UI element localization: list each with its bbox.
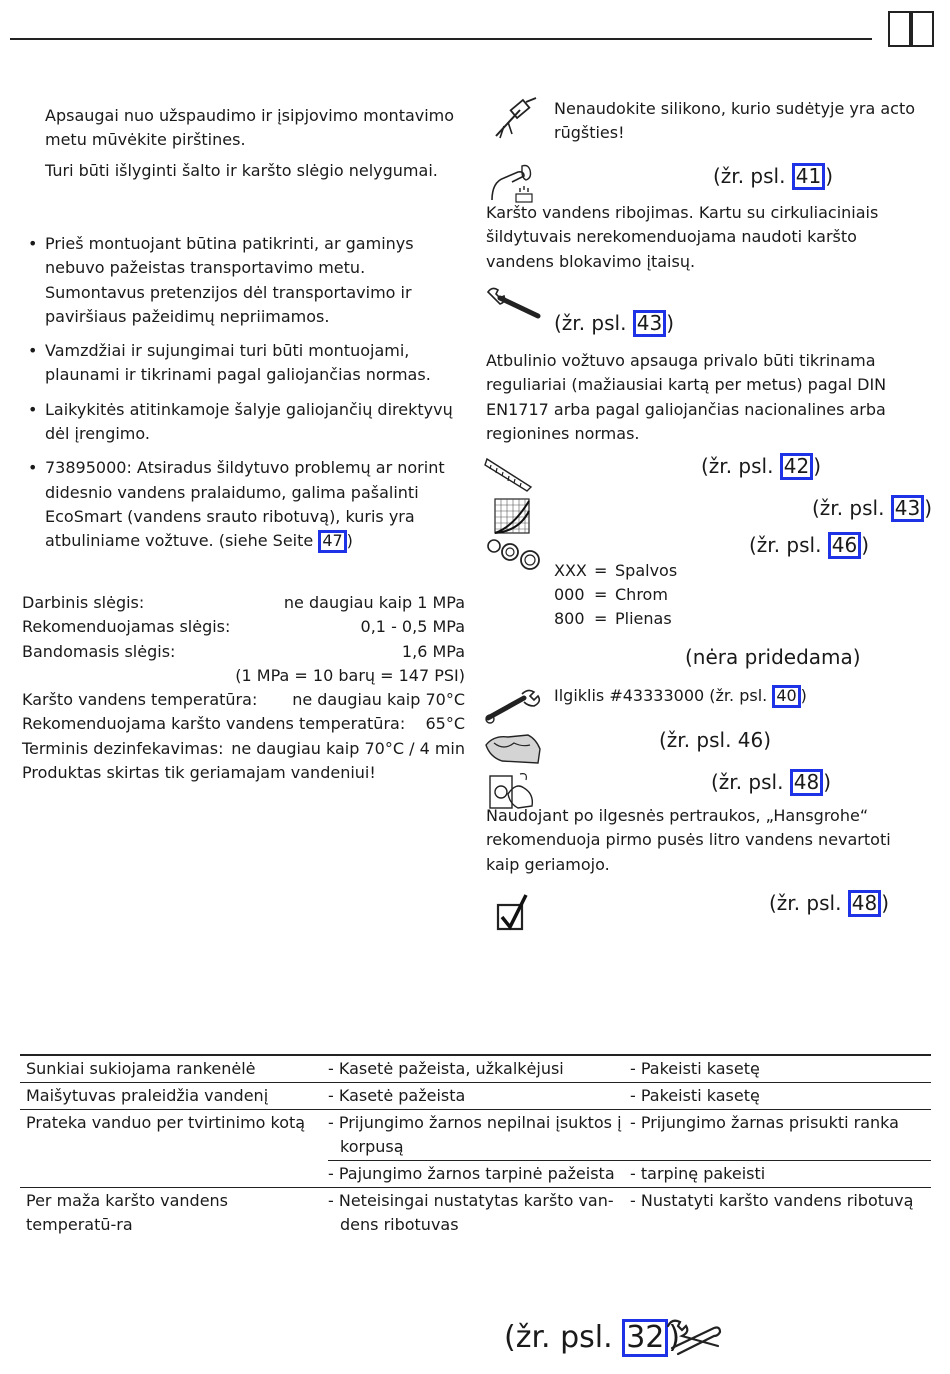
page-ref-link[interactable]: 42 [780,453,813,480]
table-row [20,1110,931,1161]
color-finishes-icon [486,536,542,576]
color-name: Plienas [615,609,672,628]
page-ref [711,769,831,796]
color-code-row [554,559,677,583]
spec-value: ne daugiau kaip 1 MPa [283,593,465,612]
fix-cell: - Pakeisti kasetę [630,1059,760,1078]
spec-note: Produktas skirtas tik geriamajam vandeniui! [22,763,376,783]
technical-data [22,591,465,785]
spec-row [22,615,465,639]
page-ref-link[interactable]: 47 [318,530,346,553]
problem-cell: Sunkiai sukiojama rankenėlė [26,1059,256,1078]
page-ref-link[interactable]: 41 [792,163,825,190]
silicone-note: Nenaudokite silikono, kurio sudėtyje yra acto rūgšties! [554,99,916,143]
spec-label: Karšto vandens temperatūra: [22,690,258,710]
page-ref-link[interactable]: 43 [633,310,666,337]
table-row [20,1188,931,1239]
wrench-icon [484,286,542,324]
fix-cell: - Pakeisti kasetę [630,1086,760,1105]
color-codes [554,559,677,631]
color-code: 000 [554,585,585,604]
color-eq: = [594,609,608,628]
color-code: XXX [554,561,587,580]
color-eq: = [594,585,608,604]
ref-prefix: (žr. psl. [711,770,790,794]
ref-suffix: ) [800,686,807,705]
ref-prefix: (žr. psl. [769,891,848,915]
ref-suffix: ) [823,770,832,794]
spec-value: ne daugiau kaip 70°C / 4 min [231,738,465,758]
ref-suffix: ) [861,533,870,557]
flow-diagram-icon [493,497,533,539]
page-ref [812,495,932,522]
ref-prefix: (žr. psl. [554,311,633,335]
ref-suffix: ) [668,1320,681,1355]
table-row [20,1056,931,1083]
ref-prefix: (žr. psl. [749,533,828,557]
ecosmart-note: 73895000: Atsiradus šildytuvo problemų ar norint didesnio vandens pralaidumo, galima pašalinti EcoSmart (vandens srauto ribotuvą), kuris yra atbuliniame vožtuve. (siehe Seite [45,458,445,551]
extension-wrench-icon [484,686,544,730]
pressure-balance-note: Turi būti išlyginti šalto ir karšto slėgio nelygumai. [45,161,438,180]
page-ref [769,890,889,917]
page-ref-link[interactable]: 40 [772,685,800,708]
problem-cell: Prateka vanduo per tvirtinimo kotą [20,1110,328,1188]
spec-row [22,640,465,664]
spec-value: 65°C [425,714,465,734]
list-item [23,456,468,553]
ref-suffix: ) [825,164,834,188]
spec-label: Bandomasis slėgis: [22,641,176,661]
spec-value: 0,1 - 0,5 MPa [360,617,465,637]
problem-cell: Per maža karšto vandens temperatū-ra [26,1191,229,1234]
color-code-row [554,607,677,631]
cause-cell: - Pajungimo žarnos tarpinė pažeista [328,1164,615,1183]
troubleshooting-table [20,1054,931,1238]
not-included-note: (nėra pridedama) [685,645,861,669]
spec-row [22,737,465,761]
spec-row [22,761,465,785]
footer-page-ref [504,1316,680,1360]
spec-value: 1,6 MPa [401,641,465,661]
spec-label: Darbinis slėgis: [22,593,145,612]
page-ref-link[interactable]: 48 [848,890,881,917]
list-item: • Laikykitės atitinkamoje šalyje galiojančių direktyvų dėl įrengimo. [23,398,468,447]
table-row [20,1083,931,1110]
backflow-check-text: Atbulinio vožtuvo apsauga privalo būti tikrinama reguliariai (mažiausiai kartą per metus) pagal DIN EN1717 arba pagal galiojančias nacionalines arba regionines normas. [486,351,887,443]
silicone-gun-icon [490,98,540,144]
checkbox-icon [496,893,530,937]
page-ref [713,163,833,190]
extension-note [554,684,807,708]
book-icon [887,10,935,54]
ref-prefix: (žr. psl. [504,1320,623,1355]
spec-value: ne daugiau kaip 70°C [292,690,465,710]
ref-suffix: ) [813,454,822,478]
hot-water-limit-text: Karšto vandens ribojimas. Kartu su cirkuliaciniais šildytuvais nerekomenduojama naudoti karšto vandens blokavimo įtaisų. [486,203,879,271]
ruler-icon [485,457,533,497]
fix-cell: - Prijungimo žarnas prisukti ranka [630,1110,931,1161]
color-name: Chrom [615,585,668,604]
header-rule [10,38,872,40]
page-ref-link[interactable]: 48 [790,769,823,796]
list-item: • Prieš montuojant būtina patikrinti, ar gaminys nebuvo pažeistas transportavimo metu. Sumontavus pretenzijos dėl transportavimo ir paviršiaus pažeidimų nepriimamos. [23,232,468,329]
ref-prefix: (žr. psl. [713,164,792,188]
page-ref [554,310,674,337]
color-name: Spalvos [615,561,678,580]
ref-close: ) [346,531,353,551]
spec-row [22,688,465,712]
spec-row [22,664,465,688]
page-ref [749,532,869,559]
spec-row [22,712,465,736]
ref-suffix: ) [881,891,890,915]
extension-text: Ilgiklis #43333000 (žr. psl. [554,686,773,705]
fix-cell: - Nustatyti karšto vandens ribotuvą [630,1191,914,1210]
cause-cell: - Kasetė pažeista, užkalkėjusi [328,1059,564,1078]
spec-label: Terminis dezinfekavimas: [22,738,224,758]
spec-conversion: (1 MPa = 10 barų = 147 PSI) [235,665,465,685]
spec-row [22,591,465,615]
color-code: 800 [554,609,585,628]
page-ref-46: (žr. psl. 46) [659,728,772,752]
cause-cell: - Kasetė pažeista [328,1086,466,1105]
safety-gloves-note: Apsaugai nuo užspaudimo ir įsipjovimo montavimo metu mūvėkite pirštines. [45,106,455,150]
page-ref [701,453,821,480]
cause-cell: - Prijungimo žarnos nepilnai įsuktos į korpusą [328,1110,630,1161]
color-eq: = [594,561,608,580]
ref-suffix: ) [924,496,933,520]
ref-suffix: ) [666,311,675,335]
fix-cell: - tarpinę pakeisti [630,1164,766,1183]
spec-label: Rekomenduojama karšto vandens temperatūra: [22,714,406,734]
color-code-row [554,583,677,607]
ref-prefix: (žr. psl. [812,496,891,520]
cause-cell: - Neteisingai nustatytas karšto van-dens ribotuvas [328,1191,614,1234]
spec-label: Rekomenduojamas slėgis: [22,617,231,637]
first-use-note: Naudojant po ilgesnės pertraukos, „Hansgrohe“ rekomenduoja pirmo pusės litro vandens nevartoti kaip geriamojo. [486,806,891,874]
installation-notes [23,232,468,564]
cleaning-cloth-icon [484,727,544,771]
page-ref-link[interactable]: 46 [828,532,861,559]
problem-cell: Maišytuvas praleidžia vandenį [26,1086,269,1105]
page-ref-link[interactable]: 32 [622,1319,668,1357]
page-ref-link[interactable]: 43 [891,495,924,522]
ref-prefix: (žr. psl. [701,454,780,478]
list-item: • Vamzdžiai ir sujungimai turi būti montuojami, plaunami ir tikrinami pagal galiojančias normas. [23,339,468,388]
tools-icon [664,1318,724,1362]
